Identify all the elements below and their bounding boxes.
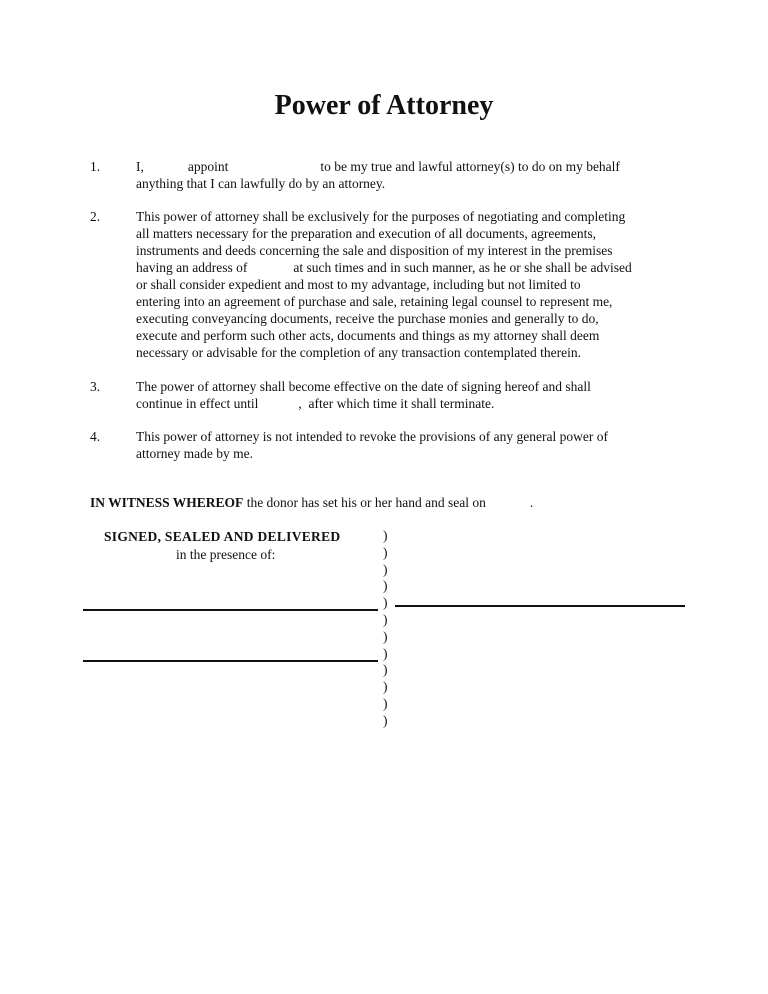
clause-text [136, 428, 696, 462]
parenthesis-column [383, 528, 388, 730]
parenthesis: ) [383, 645, 388, 661]
clause-line [136, 158, 696, 175]
parenthesis: ) [383, 679, 388, 695]
clause-line: The power of attorney shall become effective on the date of signing hereof and shall [136, 379, 591, 394]
witness-text: the donor has set his or her hand and seal on [243, 495, 486, 510]
parenthesis: ) [383, 695, 388, 711]
witness-signature-line-2[interactable] [83, 660, 378, 662]
witness-heading: IN WITNESS WHEREOF [90, 495, 244, 510]
clause-line: all matters necessary for the preparation and execution of all documents, agreements, [136, 226, 596, 241]
clause-text [136, 378, 696, 412]
parenthesis: ) [383, 628, 388, 644]
parenthesis: ) [383, 544, 388, 560]
clause-number: 2. [90, 209, 101, 224]
clause-text [136, 158, 696, 192]
parenthesis: ) [383, 611, 388, 627]
presence-label: in the presence of: [176, 547, 276, 562]
signed-sealed-delivered-heading: SIGNED, SEALED AND DELIVERED [104, 529, 341, 544]
text-fragment: I, [136, 159, 144, 174]
text-fragment: to be my true and lawful attorney(s) to do on my behalf [320, 159, 620, 174]
clause-line [136, 259, 696, 276]
clause-line: instruments and deeds concerning the sale and disposition of my interest in the premises [136, 243, 613, 258]
parenthesis: ) [383, 528, 388, 543]
clause-line: executing conveyancing documents, receive the purchase monies and generally to do, [136, 311, 599, 326]
page-title: Power of Attorney [274, 90, 494, 121]
clause-number: 1. [90, 159, 101, 174]
parenthesis: ) [383, 595, 388, 611]
witness-statement [90, 494, 690, 511]
clause-line: entering into an agreement of purchase and sale, retaining legal counsel to represent me, [136, 294, 613, 309]
clause-line: This power of attorney is not intended to revoke the provisions of any general power of [136, 429, 608, 444]
parenthesis: ) [383, 662, 388, 678]
clause-line: necessary or advisable for the completion of any transaction contemplated therein. [136, 345, 581, 360]
donor-signature-line[interactable] [395, 605, 685, 607]
clause-line: execute and perform such other acts, documents and things as my attorney shall deem [136, 328, 600, 343]
witness-end: . [529, 495, 534, 510]
clause-line: This power of attorney shall be exclusively for the purposes of negotiating and completing [136, 209, 626, 224]
clause-line: or shall consider expedient and most to my advantage, including but not limited to [136, 277, 581, 292]
clause-line: anything that I can lawfully do by an attorney. [136, 176, 386, 191]
text-fragment: at such times and in such manner, as he or she shall be advised [293, 260, 632, 275]
clause-line: attorney made by me. [136, 446, 253, 461]
clause-text [136, 208, 696, 361]
clause-line [136, 395, 696, 412]
text-fragment: having an address of [136, 260, 248, 275]
text-fragment: , after which time it shall terminate. [298, 396, 495, 411]
parenthesis: ) [383, 712, 388, 728]
parenthesis: ) [383, 561, 388, 577]
witness-signature-line-1[interactable] [83, 609, 378, 611]
clause-number: 3. [90, 379, 101, 394]
text-fragment: continue in effect until [136, 396, 259, 411]
clause-number: 4. [90, 429, 101, 444]
text-fragment: appoint [187, 159, 229, 174]
parenthesis: ) [383, 578, 388, 594]
